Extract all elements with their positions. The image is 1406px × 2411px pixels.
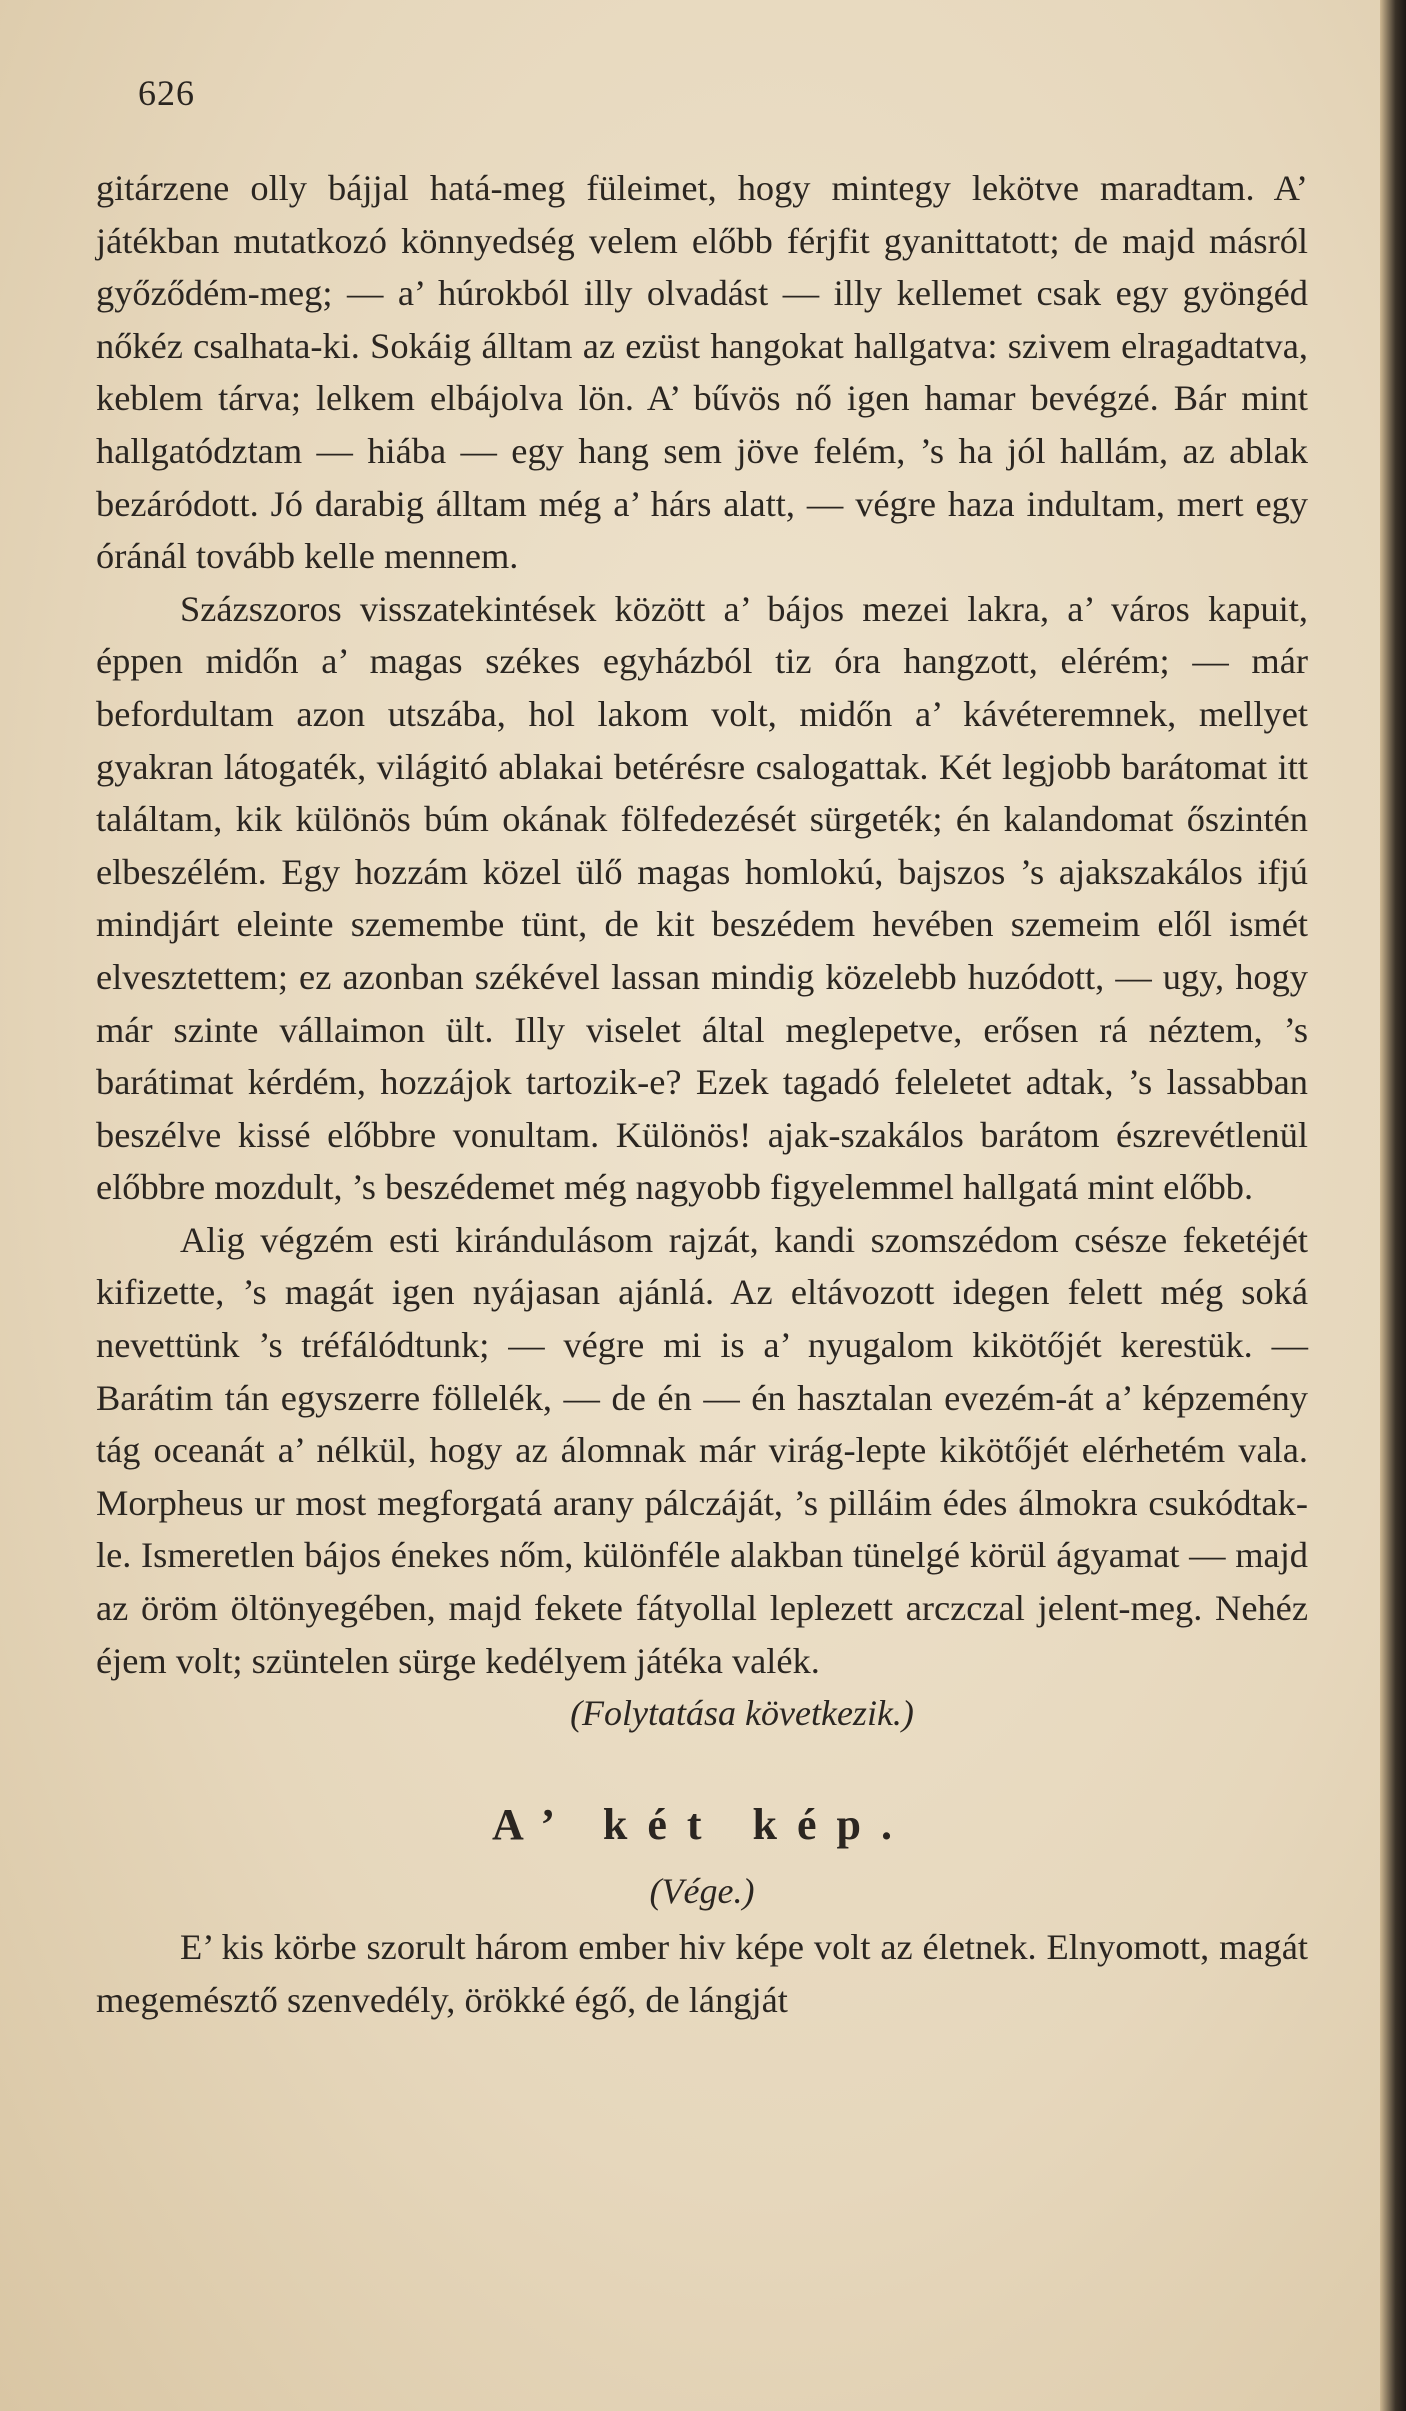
paragraph-1: gitárzene olly bájjal hatá-meg füleimet, hogy mintegy lekötve maradtam. A’ játékban mutatkozó könnyedség velem előbb férjfit gyanittatott; de majd másról győződém-meg; — a’ húrokból illy olvadást — illy kellemet csak egy gyöngéd nőkéz csalhata-ki. Sokáig álltam az ezüst hangokat hallgatva: szivem elragadtatva, keblem tárva; lelkem elbájolva lön. A’ bűvös nő igen hamar bevégzé. Bár mint hallgatództam — hiába — egy hang sem jöve felém, ’s ha jól hallám, az ablak bezáródott. Jó darabig álltam még a’ hárs alatt, — végre haza indultam, mert egy óránál tovább kelle mennem. (96, 168, 1308, 577)
paragraph-3: Alig végzém esti kirándulásom rajzát, kandi szomszédom csésze feketéjét kifizette, ’s magát igen nyájasan ajánlá. Az eltávozott idegen felett még soká nevettünk ’s tréfálódtunk; — végre mi is a’ nyugalom kikötőjét kerestük. — Barátim tán egyszerre föllelék, — de én — én hasztalan evezém-át a’ képzemény tág oceanát a’ nélkül, hogy az álomnak már virág-lepte kikötőjét elérhetém vala. Morpheus ur most megforgatá arany pálczáját, ’s pilláim édes álmokra csukódtak-le. Ismeretlen bájos énekes nőm, különféle alakban tünelgé körül ágyamat — majd az öröm öltönyegében, majd fekete fátyollal leplezett arczczal jelent-meg. Nehéz éjem volt; szüntelen sürge kedélyem játéka valék. (96, 1219, 1308, 1681)
page-text (96, 162, 1308, 2026)
section-paragraph: E’ kis körbe szorult három ember hiv képe volt az életnek. Elnyomott, magát megemésztő szenvedély, örökké égő, de lángját (96, 1927, 1308, 2020)
continuation-note: (Folytatása következik.) (570, 1693, 914, 1734)
page-number: 626 (138, 73, 195, 113)
page-binding-edge (1380, 0, 1406, 2411)
section-subtitle: (Vége.) (649, 1871, 755, 1912)
section-title: A’ két kép. (491, 1800, 913, 1850)
paragraph-2: Százszoros visszatekintések között a’ bájos mezei lakra, a’ város kapuit, éppen midőn a’ magas székes egyházból tiz óra hangzott, elérém; — már befordultam azon utszába, hol lakom volt, midőn a’ kávéteremnek, mellyet gyakran látogaték, világitó ablakai betérésre csalogattak. Két legjobb barátomat itt találtam, kik különös búm okának fölfedezését sürgeték; én kalandomat őszintén elbeszélém. Egy hozzám közel ülő magas homlokú, bajszos ’s ajakszakálos ifjú mindjárt eleinte szemembe tünt, de kit beszédem hevében szemeim elől ismét elvesztettem; ez azonban székével lassan mindig közelebb huzódott, — ugy, hogy már szinte vállaimon ült. Illy viselet által meglepetve, erősen rá néztem, ’s barátimat kérdém, hozzájok tartozik-e? Ezek tagadó feleletet adtak, ’s lassabban beszélve kissé előbbre vonultam. Különös! ajak-szakálos barátom észrevétlenül előbbre mozdult, ’s beszédemet még nagyobb figyelemmel hallgatá mint előbb. (96, 588, 1308, 1208)
